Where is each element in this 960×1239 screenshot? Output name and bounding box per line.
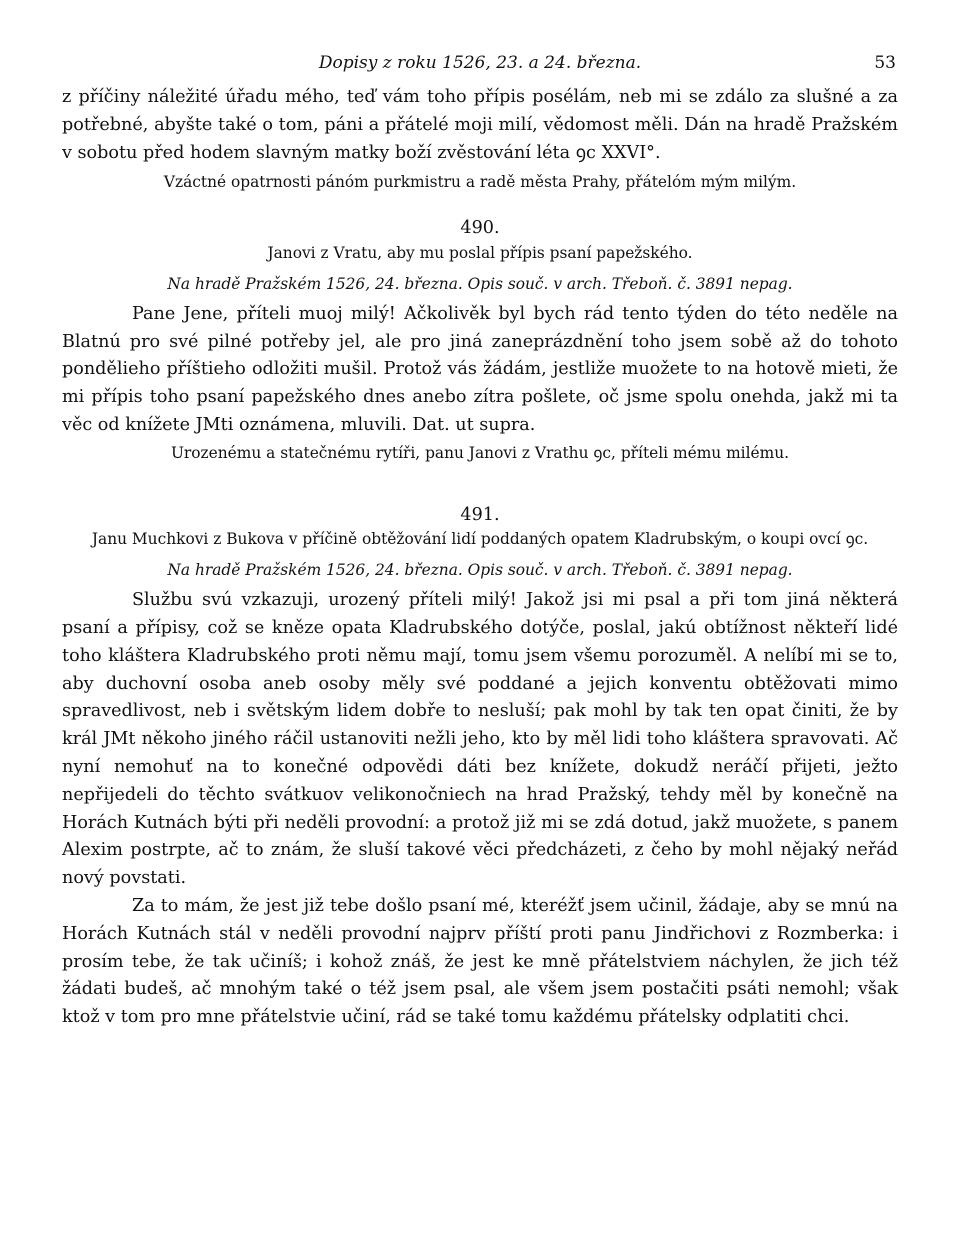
- letter-address: Urozenému a statečnému rytíři, panu Janovi z Vrathu ꝯc, příteli mému milému.: [170, 443, 790, 462]
- letter-number: 490.: [460, 218, 500, 239]
- letter-source: Na hradě Pražském 1526, 24. března. Opis souč. v arch. Třeboň. č. 3891 nepag.: [167, 561, 793, 580]
- letter-summary: Janu Muchkovi z Bukova v příčině obtěžování lidí poddaných opatem Kladrubským, o koupi ovcí ꝯc.: [91, 530, 869, 549]
- continuation-paragraph: z příčiny náležité úřadu mého, teď vám toho přípis posélám, neb mi se zdálo za slušné a za potřebné, abyšte také o tom, páni a přátelé moji milí, vědomost měli. Dán na hradě Pražském v sobotu před hodem slavným matky boží zvěstování léta ꝯc XXVI°.: [62, 87, 898, 163]
- letter-number: 491.: [460, 504, 500, 525]
- letter-paragraph: Za to mám, že jest již tebe došlo psaní mé, kteréžť jsem učinil, žádaje, aby se mnú na Horách Kutnách stál v neděli provodní najprv příští proti panu Jindřichovi z Rozmberka: i prosím tebe, že tak učiníš; i kohož znáš, že jest ke mně přátelstviem náchylen, že jich též žádati budeš, ač mnohým také o též jsem psal, ale všem jsem postačiti psáti nemohl; však ktož v tom pro mne přátelstvie učiní, rád se také tomu každému přátelsky odplatiti chci.: [62, 895, 898, 1028]
- letter-source: Na hradě Pražském 1526, 24. března. Opis souč. v arch. Třeboň. č. 3891 nepag.: [167, 274, 793, 293]
- letter-paragraph: Pane Jene, příteli muoj milý! Ačkolivěk byl bych rád tento týden do této neděle na Blatnú pro své pilné potřeby jel, ale pro jiná zaneprázdnění toho jsem sobě až do tohoto ponděliehо příštieho odložiti mušil. Protož vás žádám, jestliže muožete to na hotově mieti, že mi přípis toho psaní papežského dnes anebo zítra pošlete, oč jsme spolu onehda, jakž mi ta věc od knížete JMti oznámena, mluvili. Dat. ut supra.: [62, 303, 898, 435]
- book-page: [62, 50, 898, 1032]
- letter-491: [62, 502, 898, 1032]
- page-header: [62, 50, 898, 84]
- letter-address: Vzáctné opatrnosti pánóm purkmistru a radě města Prahy, přátelóm mým milým.: [163, 173, 797, 192]
- running-title: Dopisy z roku 1526, 23. a 24. března.: [318, 53, 642, 73]
- letter-490: [62, 215, 898, 467]
- letter-summary: Janovi z Vratu, aby mu poslal přípis psaní papežského.: [267, 243, 693, 262]
- page-number: 53: [874, 53, 896, 73]
- letter-paragraph: Službu svú vzkazuji, urozený příteli milý! Jakož jsi mi psal a při tom jiná některá psaní a přípisy, což se kněze opata Kladrubského dotýče, poslal, jakú obtížnost někteří lidé toho kláštera Kladrubského proti němu mají, tomu jsem všemu porozuměl. A nelíbí mi se to, aby duchovní osoba aneb osoby měly své poddané a jejich konventu obtěžovati mimo spravedlivost, neb i světským lidem dobře to nesluší; pak mohl by tak ten opat činiti, že by král JMt někoho jiného ráčil ustanoviti nežli jeho, kto by měl lidi toho kláštera spravovati. Ač nyní nemohuť na to konečné odpovědi dáti bez knížete, dokudž neráčí přijeti, ježto nepřijedeli do těchto svátkuov velikonočniech na hrad Pražský, tehdy měl by konečně na Horách Kutnách býti při neděli provodní: a protož již mi se zdá dotud, jakž muožete, s panem Alexim postrpte, ač to znám, že sluší takové věci předcházeti, z čeho by mohl nějaký neřád nový povstati.: [62, 590, 898, 889]
